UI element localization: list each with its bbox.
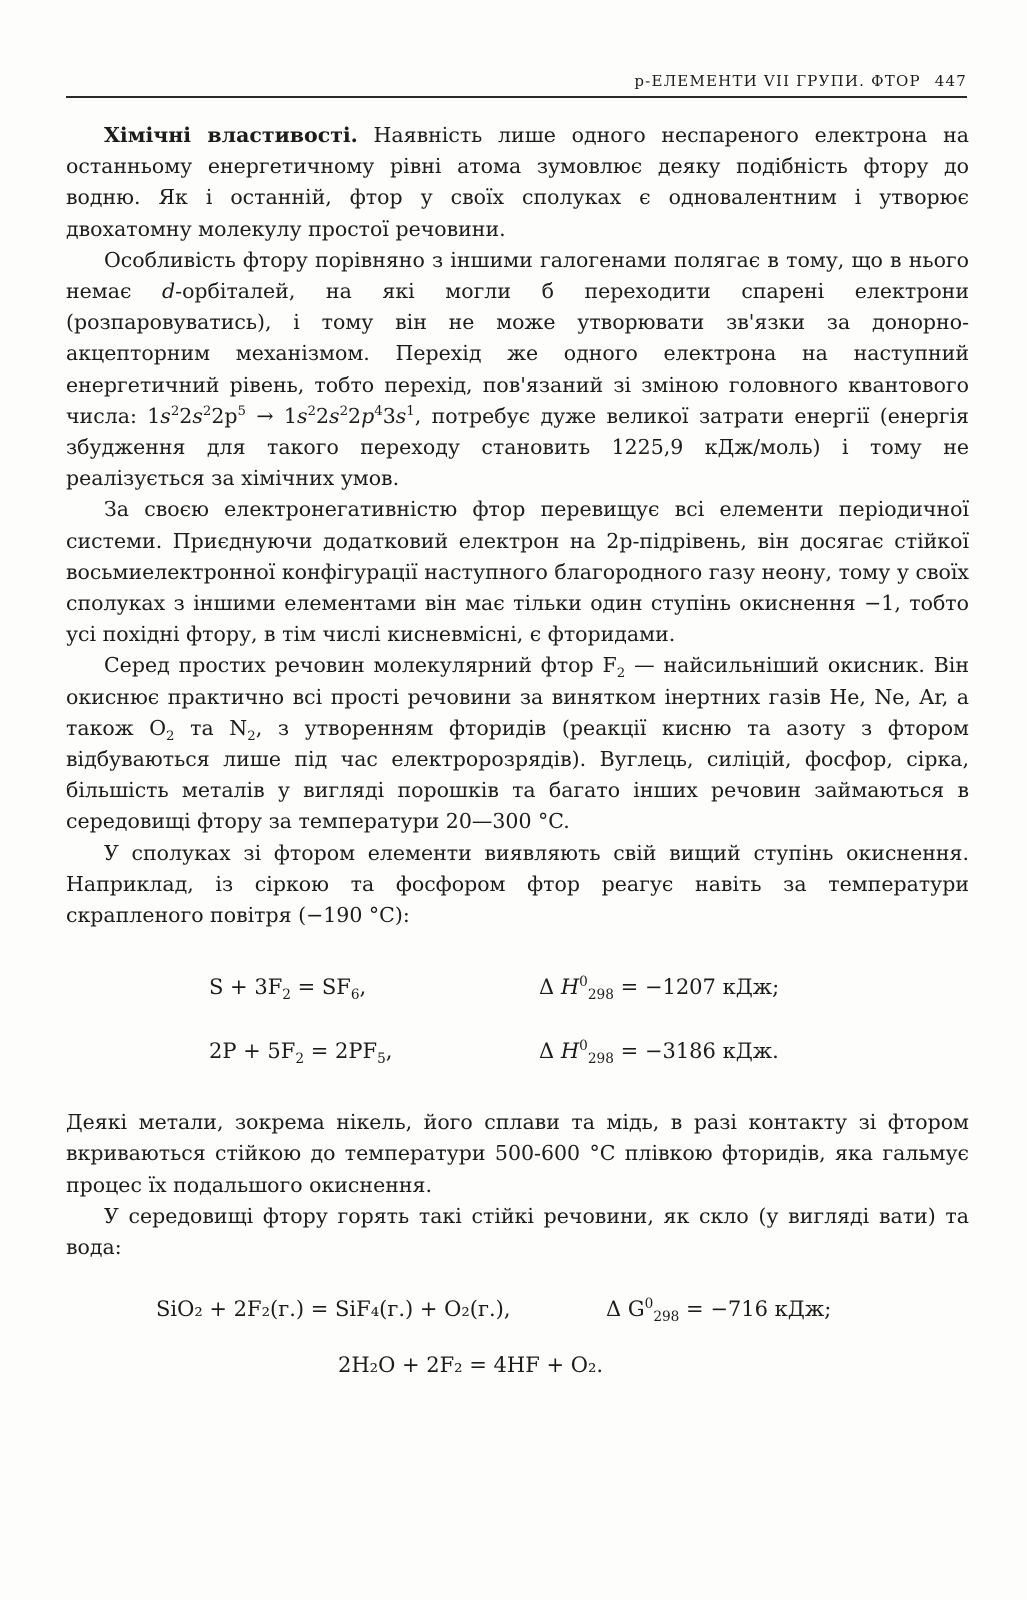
body-text [66, 120, 969, 1393]
equation-pf5: $2P + 5F_2 = 2PF_5$, Δ $H^0_{298} = -3186$ кДж. [66, 1019, 969, 1083]
paragraph-metals: Деякі метали, зокрема нікель, його сплави та мідь, в разі контакту зі фтором вкриваються стійкою до температури 500-600 °C плівкою фторидів, яка гальмує процес їх подальшого окиснення. [66, 1110, 969, 1197]
equation-lhs: 2P + 5F [209, 1039, 296, 1064]
header-title: р-ЕЛЕМЕНТИ VII ГРУПИ. ФТОР [634, 72, 921, 90]
paragraph-burning: У середовищі фтору горять такі стійкі речовини, як скло (у вигляді вати) та вода: [66, 1203, 969, 1260]
enthalpy-text: = −1207 кДж; [620, 975, 780, 1000]
paragraph-electronegativity: За своєю електронегативністю фтор перевищує всі елементи періодичної системи. Приєднуючи додатковий електрон на 2p-підрівень, він досягає стійкої восьмиелектронної конфігурації наступного благородного газу неону, тому у своїх сполуках з іншими елементами він має тільки один ступінь окиснення −1, тобто усі похідні фтору, в тім числі кисневмісні, є фторидами. [66, 497, 969, 647]
paragraph-text: — найсильніший окисник. Він окиснює практично всі прості речовини за винятком інертних газів He, Ne, Ar, а також O [66, 653, 969, 740]
enthalpy-text: = −3186 кДж. [620, 1039, 779, 1064]
equation-rhs: = 2PF [304, 1039, 378, 1064]
equation-text: SiO₂ + 2F₂(г.) = SiF₄(г.) + O₂(г.), [156, 1297, 511, 1322]
paragraph-text: , з утворенням фторидів (реакції кисню та азоту з фтором відбуваються лише під час електророзрядів). Вуглець, силіцій, фосфор, сірка, більшість металів у вигляді порошків та багато інших речовин займаються в середовищі фтору за температури 20—300 °C. [66, 715, 969, 834]
enthalpy-value: Δ $H^0_{298} = -3186$ кДж. [539, 1038, 779, 1068]
paragraph-oxidation-states: У сполуках зі фтором елементи виявляють свій вищий ступінь окиснення. Наприклад, із сіркою та фосфором фтор реагує навіть за температури скрапленого повітря (−190 °C): [66, 840, 969, 928]
orbital-symbol: d [162, 279, 176, 304]
electron-configuration: $1s^22s^22p^5 \to 1s^22s^22p^43s^1$ [147, 403, 415, 428]
equation-sf6: $S + 3F_2 = SF_6$, Δ $H^0_{298} = -1207$ кДж; [66, 955, 969, 1019]
paragraph-chemical-properties [66, 120, 969, 245]
page-number: 447 [934, 72, 967, 90]
paragraph-text: Особливість фтору порівняно з іншими галогенами полягає в тому, що в нього немає [66, 247, 969, 304]
gibbs-value: Δ $G^0_{298} = -716$ кДж; [606, 1296, 832, 1326]
paragraph-text: та N [174, 715, 248, 740]
enthalpy-value: Δ $H^0_{298} = -1207$ кДж; [539, 974, 780, 1004]
paragraph-lead: Хімічні властивості. [104, 123, 358, 147]
equations-block-2 [66, 1281, 969, 1393]
paragraph-orbitals [66, 245, 969, 495]
equation-sio2 [66, 1281, 969, 1337]
paragraph-oxidizer: Серед простих речовин молекулярний фтор $F_2$ — найсильніший окисник. Він окиснює практично всі прості речовини за винятком інертних газів He, Ne, Ar, а також $O_2$ та $N_2$, з утворенням фторидів (реакції кисню та азоту з фтором відбуваються лише під час електророзрядів). Вуглець, силіцій, фосфор, сірка, більшість металів у вигляді порошків та багато інших речовин займаються в середовищі фтору за температури 20—300 °C. [66, 653, 969, 834]
equation-h2o [66, 1337, 969, 1393]
paragraph-text: -орбіталей, на які могли б переходити спарені електрони (розпаровуватись), і тому він не може утворювати зв'язки за донорно-акцепторним механізмом. Перехід же одного електрона на наступний енергетичний рівень, тобто перехід, пов'язаний зі зміною головного квантового числа: [66, 279, 969, 428]
equation-rhs: = SF [290, 975, 351, 1000]
paragraph-text: Серед простих речовин молекулярний фтор F [104, 653, 617, 678]
paragraph-text: , потребує дуже великої затрати енергії (енергія збудження для такого переходу становить 1225,9 кДж/моль) і тому не реалізується за хімічних умов. [66, 403, 969, 491]
equation-text: 2H₂O + 2F₂ = 4HF + O₂. [338, 1353, 604, 1378]
equation-lhs: S + 3F [209, 975, 283, 1000]
paragraph-text: Наявність лише одного неспареного електрона на останньому енергетичному рівні атома зумовлює деяку подібність фтору до водню. Як і останній, фтор у своїх сполуках є одновалентним і утворює двохатомну молекулу простої речовини. [66, 123, 969, 241]
equations-block-1 [66, 955, 969, 1083]
gibbs-text: = −716 кДж; [686, 1297, 832, 1322]
running-header [66, 66, 967, 98]
